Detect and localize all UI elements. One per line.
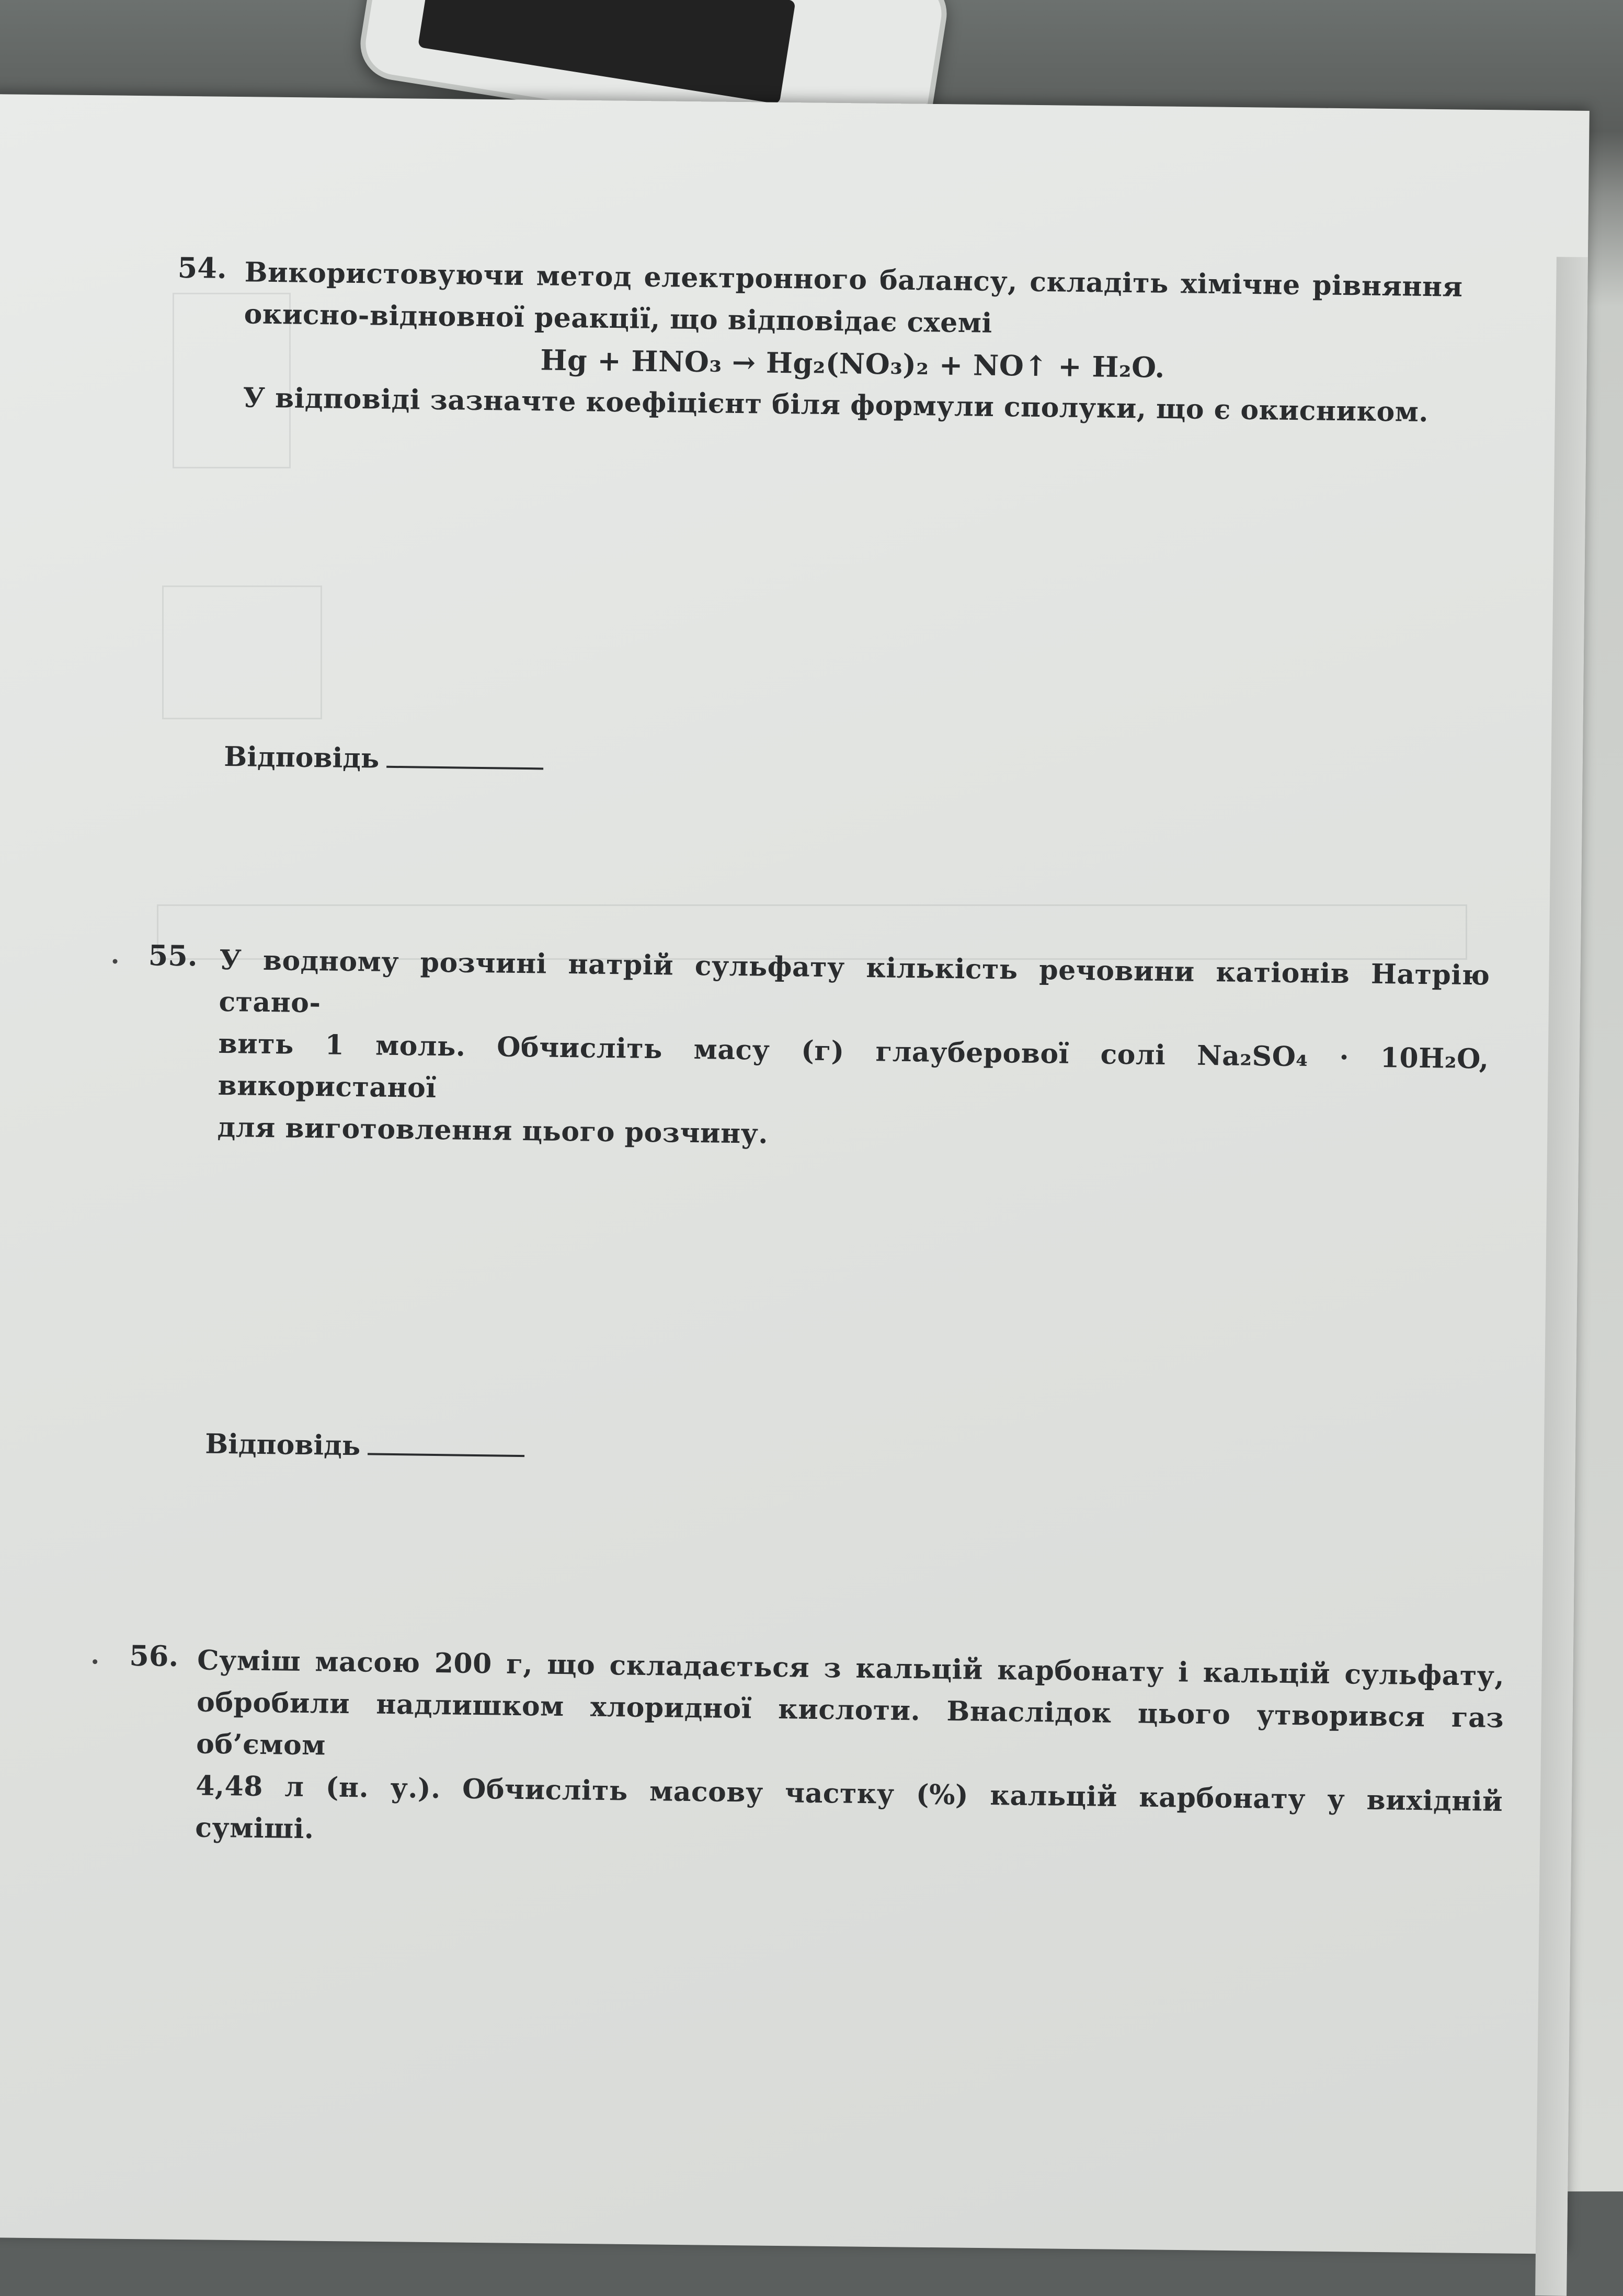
question-line: У відповіді зазначте коефіцієнт біля формули сполуки, що є окисником. <box>243 382 1429 429</box>
question-line: окисно-відновної реакції, що відповідає схемі <box>244 298 993 339</box>
question-line: для виготовлення цього розчину. <box>217 1111 769 1150</box>
answer-blank[interactable] <box>386 745 544 770</box>
answer-label: Відповідь <box>204 1428 361 1462</box>
question-line: У водному розчині натрій сульфату кількість речовини катіонів Натрію стано- <box>219 944 1490 1019</box>
question-line: 4,48 л (н. у.). Обчисліть масову частку (%) кальцій карбонату у вихідній <box>195 1770 1503 1818</box>
question-number: 55. <box>148 938 198 973</box>
question-line: обробили надлишком хлоридної кислоти. Внаслідок цього утворився газ об’ємом <box>196 1686 1504 1762</box>
margin-dot <box>112 959 117 963</box>
answer-field[interactable] <box>205 1428 525 1464</box>
chemical-equation: Hg + HNO₃ → Hg₂(NO₃)₂ + NO↑ + H₂O. <box>540 343 1165 384</box>
question-number: 54. <box>177 250 227 285</box>
question-line: вить 1 моль. Обчисліть масу (г) глауберової солі Na₂SO₄ · 10H₂O, використаної <box>218 1027 1489 1104</box>
question-number: 56. <box>129 1638 179 1673</box>
answer-label: Відповідь <box>223 740 380 775</box>
question-54-text <box>243 251 1463 433</box>
answer-field[interactable] <box>224 741 544 776</box>
question-line: суміші. <box>195 1811 314 1845</box>
answer-blank[interactable] <box>368 1432 525 1457</box>
question-line: Використовуючи метод електронного балансу, складіть хімічне рівняння <box>244 256 1463 303</box>
question-56-text <box>195 1639 1505 1865</box>
question-55-text <box>217 939 1490 1164</box>
margin-dot <box>93 1659 97 1664</box>
question-line: Суміш масою 200 г, що складається з кальцій карбонату і кальцій сульфату, <box>197 1644 1505 1693</box>
